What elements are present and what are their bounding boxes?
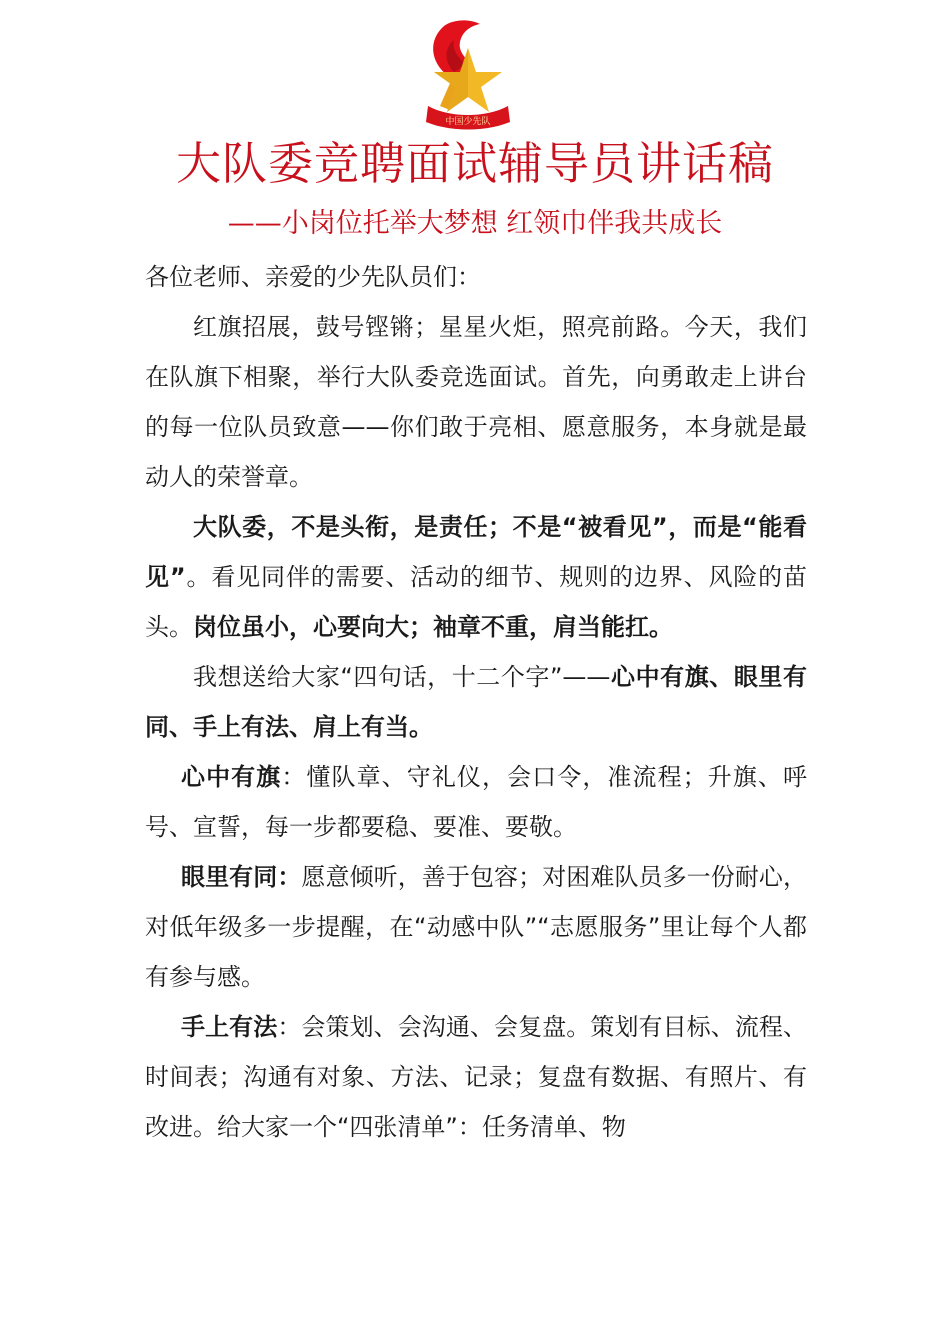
paragraph-peers [145, 852, 807, 1002]
body-text: ：懂队章、守礼仪，会口令，准流程；升旗、呼号、宣誓，每一步都要稳、要准、要敬。 [145, 763, 808, 841]
body-text: ：会策划、会沟通、会复盘。策划有目标、流程、时间表；沟通有对象、方法、记录；复盘有数据、有照片、有改进。给大家一个“四张清单”：任务清单、物 [145, 1013, 808, 1141]
paragraph-flag [145, 752, 807, 852]
emphasis-text: 手上有法 [181, 1013, 278, 1041]
paragraph-methods [145, 1002, 807, 1152]
document-subtitle: ——小岗位托举大梦想 红领巾伴我共成长 [227, 208, 723, 239]
paragraph-responsibility [145, 502, 807, 652]
body-text: 愿意倾听，善于包容；对困难队员多一份耐心，对低年级多一步提醒，在“动感中队”“志愿服务”里让每个人都有参与感。 [145, 863, 808, 991]
paragraph-opening: 红旗招展，鼓号铿锵；星星火炬，照亮前路。今天，我们在队旗下相聚，举行大队委竞选面试。首先，向勇敢走上讲台的每一位队员致意——你们敢于亮相、愿意服务，本身就是最动人的荣誉章。 [145, 313, 807, 491]
emphasis-text: 岗位虽小，心要向大；袖章不重，肩当能扛。 [193, 613, 673, 641]
emblem-ribbon-text: 中国少先队 [445, 117, 491, 127]
greeting: 各位老师、亲爱的少先队员们： [145, 263, 481, 291]
emphasis-text: 心中有旗、眼里有同、手上有法、肩上有当。 [145, 663, 808, 741]
emphasis-text: 眼里有同： [181, 863, 302, 891]
emblem-graphic [410, 14, 520, 134]
pioneers-emblem-icon [410, 14, 520, 134]
body-text: 我想送给大家“四句话，十二个字”—— [193, 663, 611, 691]
emphasis-text: 大队委，不是头衔，是责任；不是“被看见”，而是“能看见” [145, 513, 807, 591]
speech-body [145, 252, 807, 1152]
paragraph-four-phrases [145, 652, 807, 752]
emphasis-text: 心中有旗 [181, 763, 282, 791]
body-text: 。看见同伴的需要、活动的细节、规则的边界、风险的苗头。 [145, 563, 808, 641]
document-title: 大队委竞聘面试辅导员讲话稿 [175, 137, 774, 190]
